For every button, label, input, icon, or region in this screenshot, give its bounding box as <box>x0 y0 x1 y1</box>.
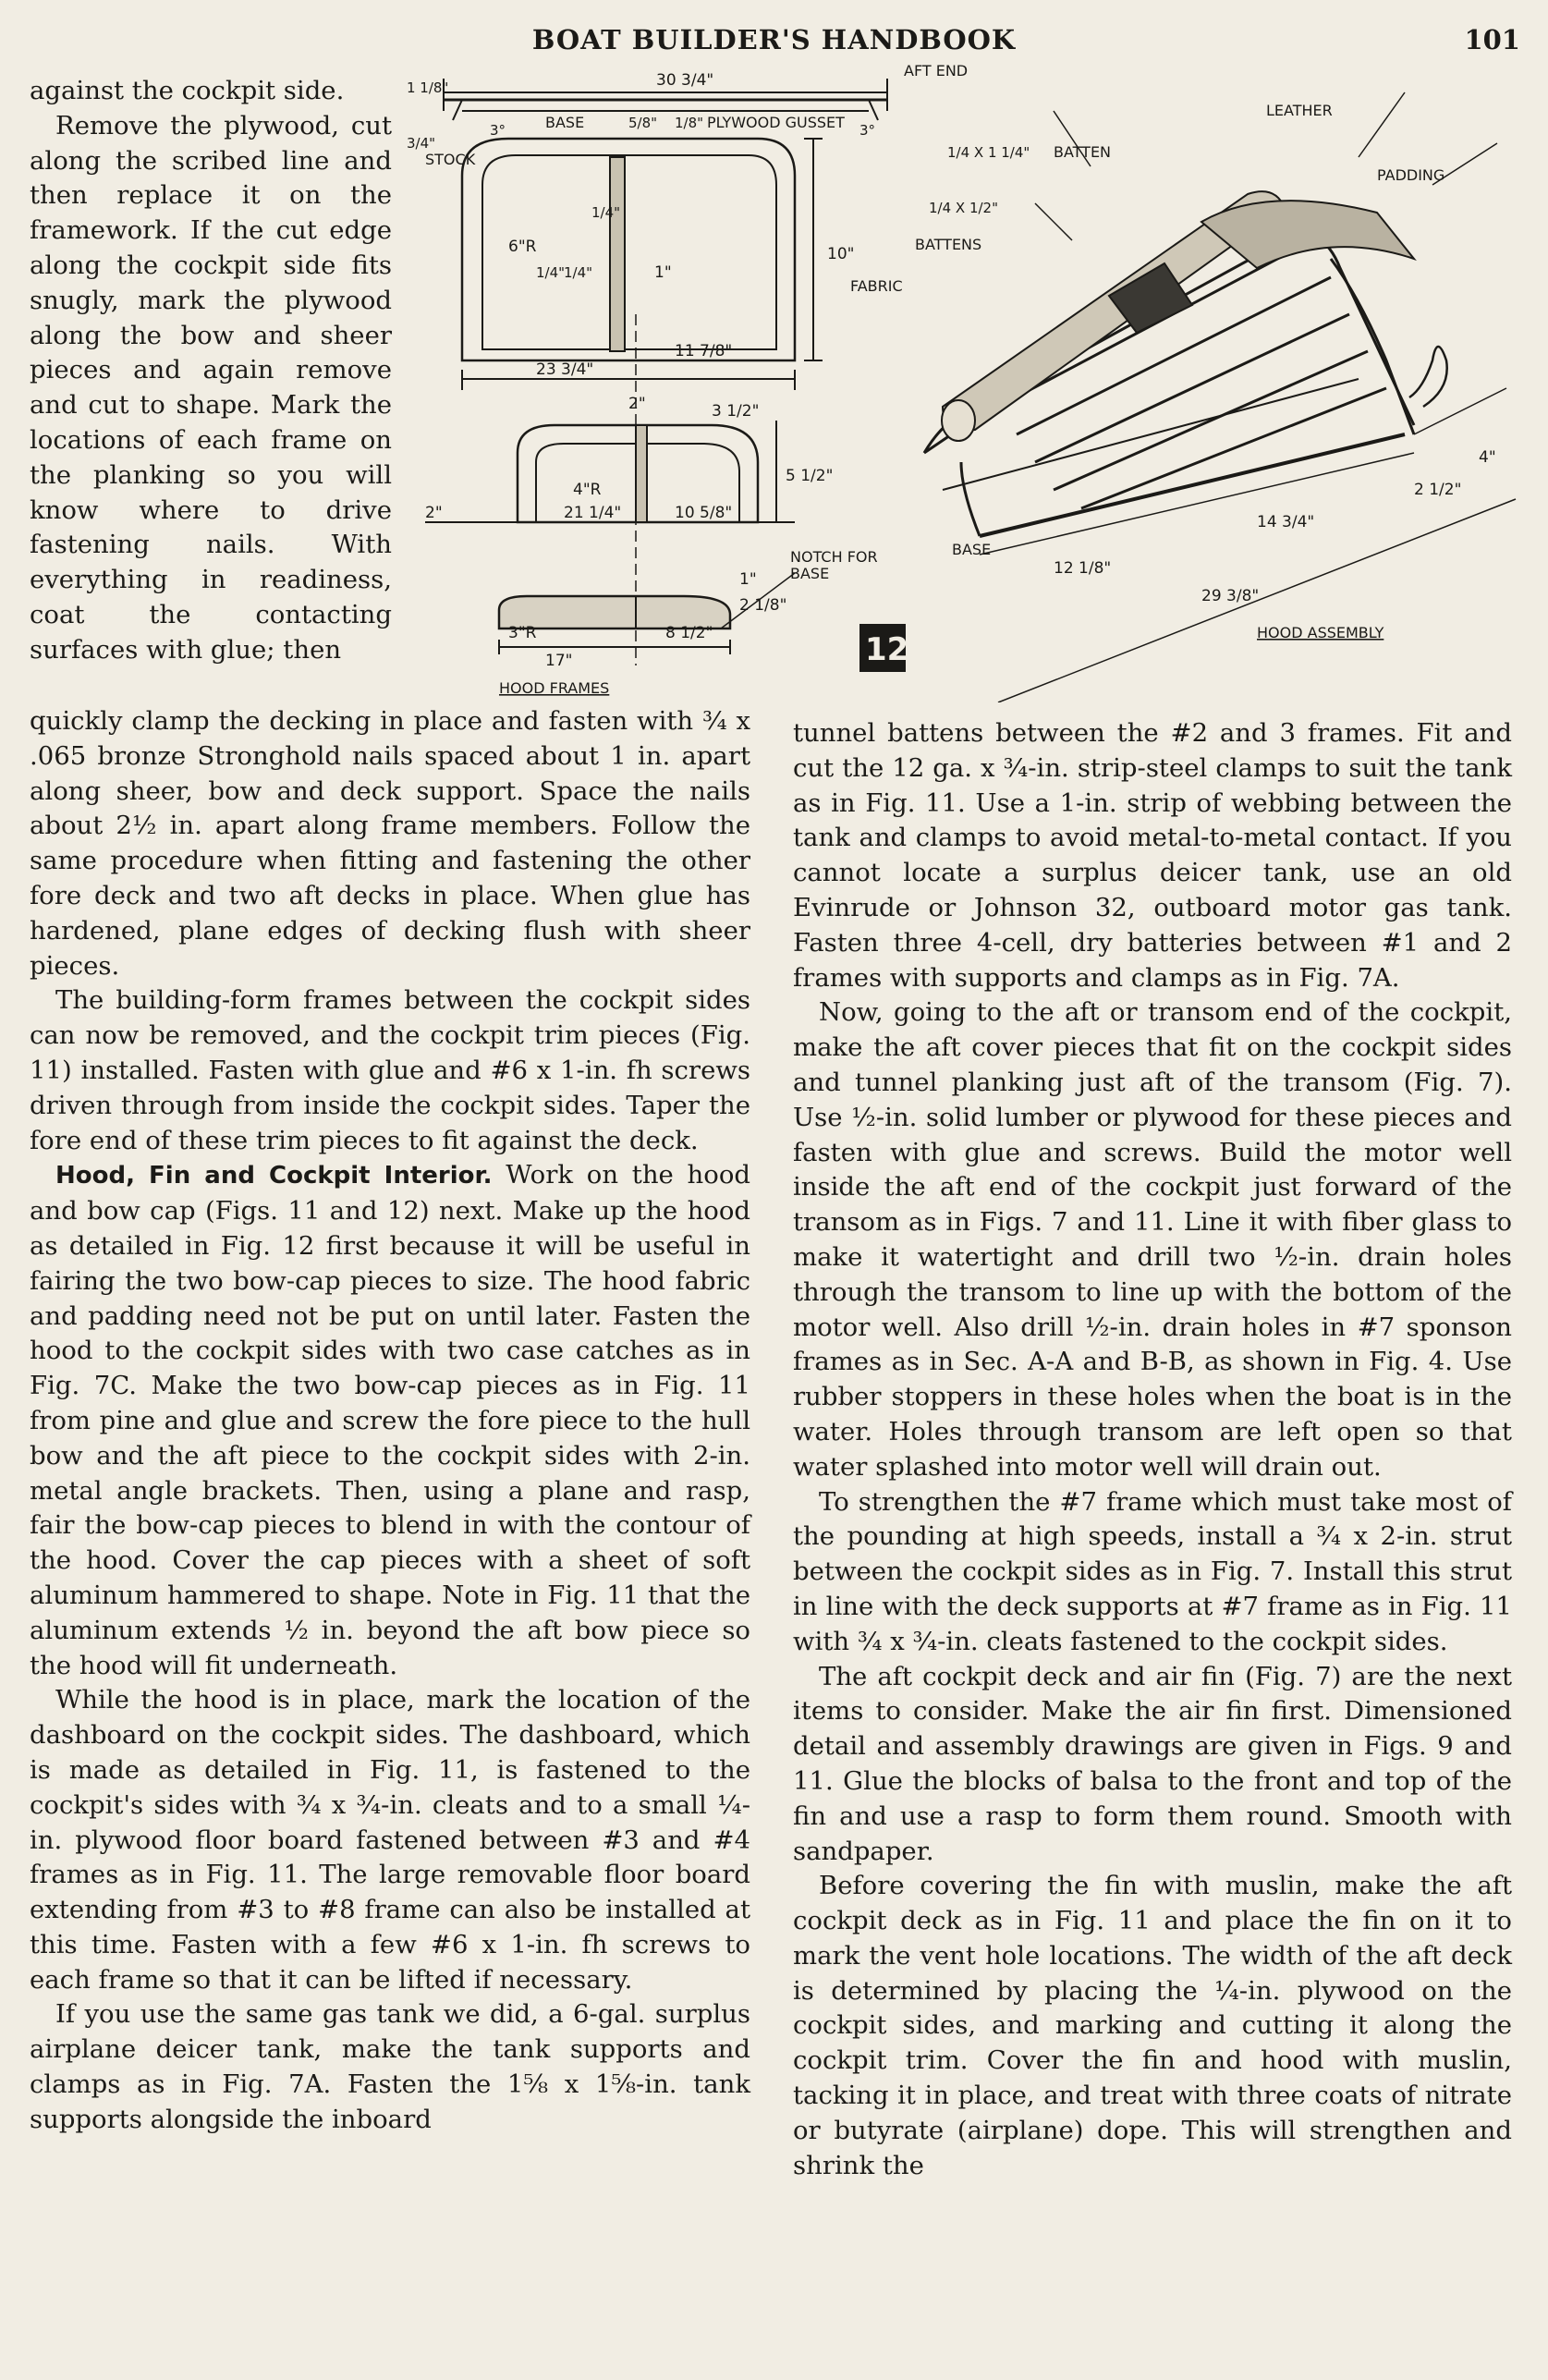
dim-11-7-8: 11 7/8" <box>675 342 733 360</box>
dim-3-4-stock: 3/4" <box>407 135 436 152</box>
right-paragraph-3: To strengthen the #7 frame which must take most of the pounding at high speeds, install a ¾ x 2-in. strut between the cockpit sides as in Fig. 7. Install this strut in line with the deck supports at #7 frame as in Fig. 11 with ¾ x ¾-in. cleats fastened to the cockpit sides. <box>793 1486 1512 1656</box>
left-paragraph-1: quickly clamp the decking in place and fasten with ¾ x .065 bronze Stronghold nails spaced about 1 in. apart along sheer, bow and deck support. Space the nails about 2½ in. apart along frame members. Follow the same procedure when fitting and fastening the other fore deck and two aft decks in place. When glue has hardened, plane edges of decking flush with sheer pieces. <box>30 706 750 981</box>
subhead-body: Work on the hood and bow cap (Figs. 11 and 12) next. Make up the hood as detailed in Fig. 12 first because it will be useful in fairing the two bow-cap pieces to size. The hood fabric and padding need not be put on until later. Fasten the hood to the cockpit sides with two case catches as in Fig. 7C. Make the two bow-cap pieces as in Fig. 11 from pine and glue and screw the fore piece to the hull bow and the aft piece to the cockpit sides with 2-in. metal angle brackets. Then, using a plane and rasp, fair the bow-cap pieces to blend in with the contour of the hood. Cover the cap pieces with a sheet of soft aluminum hammered to shape. Note in Fig. 11 that the aluminum extends ½ in. beyond the aft bow piece so the hood will fit underneath. <box>30 1160 750 1680</box>
dim-2: 2" <box>628 395 646 413</box>
dim-23-3-4: 23 3/4" <box>536 360 594 379</box>
dim-1-side: 1" <box>739 570 757 589</box>
label-aft-end: AFT END <box>904 62 969 79</box>
dim-1-1-8: 1 1/8" <box>407 79 449 96</box>
left-column <box>30 704 750 2138</box>
dim-3-1-2: 3 1/2" <box>712 402 760 421</box>
label-padding: PADDING <box>1377 166 1445 184</box>
dim-battens-size: 1/4 X 1/2" <box>929 200 998 216</box>
dim-2-1-8: 2 1/8" <box>739 596 787 615</box>
dim-3R: 3"R <box>508 624 537 642</box>
left-subhead-paragraph <box>30 1158 750 1683</box>
dim-1-8: 1/8" <box>675 115 704 131</box>
dim-5-1-2: 5 1/2" <box>786 467 834 485</box>
dim-10-5-8: 10 5/8" <box>675 504 733 522</box>
dim-8-1-2: 8 1/2" <box>665 624 713 642</box>
dim-14-3-4: 14 3/4" <box>1257 513 1315 531</box>
dim-30-3-4: 30 3/4" <box>656 71 714 90</box>
dim-3deg-b: 3° <box>859 122 876 139</box>
dim-29-3-8: 29 3/8" <box>1201 587 1260 605</box>
section-subhead: Hood, Fin and Cockpit Interior. <box>55 1162 493 1190</box>
intro-paragraph-1: against the cockpit side. <box>30 76 345 105</box>
dim-4R: 4"R <box>573 481 602 499</box>
dim-10: 10" <box>827 245 855 263</box>
intro-paragraph-2: Remove the plywood, cut along the scribed line and then replace it on the framework. If the cut edge along the cockpit side fits snugly, mark the plywood along the bow and sheer pieces and again remove and cut to shape. Mark the locations of each frame on the planking so you will know where to drive fastening nails. With everything in readiness, coat the contacting surfaces with glue; then <box>30 110 392 665</box>
dim-4: 4" <box>1479 448 1496 467</box>
caption-hood-assembly: HOOD ASSEMBLY <box>1257 624 1384 641</box>
label-base-assembly: BASE <box>952 541 992 558</box>
dim-21-1-4: 21 1/4" <box>564 504 622 522</box>
dim-batten-size: 1/4 X 1 1/4" <box>947 144 1030 161</box>
right-column <box>793 716 1512 2183</box>
label-batten: BATTEN <box>1054 143 1112 161</box>
dim-5-8: 5/8" <box>628 115 658 131</box>
figure-number: 12 <box>865 631 909 668</box>
right-paragraph-1: tunnel battens between the #2 and 3 frames. Fit and cut the 12 ga. x ¾-in. strip-steel clamps to suit the tank as in Fig. 11. Use a 1-in. strip of webbing between the tank and clamps to avoid metal-to-metal contact. If you cannot locate a surplus deicer tank, use an old Evinrude or Johnson 32, outboard motor gas tank. Fasten three 4-cell, dry batteries between #1 and 2 frames with supports and clamps as in Fig. 7A. <box>793 718 1512 993</box>
caption-hood-frames: HOOD FRAMES <box>499 679 610 697</box>
right-paragraph-5: Before covering the fin with muslin, make the aft cockpit deck as in Fig. 11 and place the fin on it to mark the vent hole locations. The width of the aft deck is determined by placing the ¼-in. plywood on the cockpit sides, and marking and cutting it along the cockpit trim. Cover the fin and hood with muslin, tacking it in place, and treat with three coats of nitrate or butyrate (airplane) dope. This will strengthen and shrink the <box>793 1871 1512 2180</box>
left-paragraph-2: The building-form frames between the cockpit sides can now be removed, and the cockpit trim pieces (Fig. 11) installed. Fasten with glue and #6 x 1-in. fh screws driven through from inside the cockpit sides. Taper the fore end of these trim pieces to fit against the deck. <box>30 985 750 1155</box>
label-stock: STOCK <box>425 151 476 168</box>
dim-2-1-2: 2 1/2" <box>1414 481 1462 499</box>
dim-17: 17" <box>545 652 573 670</box>
dim-1: 1" <box>654 263 672 282</box>
hood-drawing <box>407 55 1530 702</box>
intro-text <box>30 74 392 668</box>
left-paragraph-4: If you use the same gas tank we did, a 6-gal. surplus airplane deicer tank, make the tank supports and clamps as in Fig. 7A. Fasten the 1⅝ x 1⅝-in. tank supports alongside the inboard <box>30 1999 750 2134</box>
dim-1-4-c: 1/4" <box>591 204 621 221</box>
page-number: 101 <box>1464 24 1520 55</box>
dim-1-4-b: 1/4" <box>564 264 593 281</box>
figure-12 <box>407 55 1530 702</box>
dim-3deg-a: 3° <box>490 122 506 139</box>
left-paragraph-3: While the hood is in place, mark the location of the dashboard on the cockpit sides. The dashboard, which is made as detailed in Fig. 11, is fastened to the cockpit's sides with ¾ x ¾-in. cleats and to a small ¼-in. plywood floor board fastened between #3 and #4 frames as in Fig. 11. The large removable floor board extending from #3 to #8 frame can also be installed at this time. Fasten with a few #6 x 1-in. fh screws to each frame so that it can be lifted if necessary. <box>30 1685 750 1995</box>
label-plywood-gusset: PLYWOOD GUSSET <box>707 114 845 131</box>
dim-2-in: 2" <box>425 504 443 522</box>
label-notch-line2: BASE <box>790 565 830 582</box>
right-paragraph-2: Now, going to the aft or transom end of the cockpit, make the aft cover pieces that fit on the cockpit sides and tunnel planking just aft of the transom (Fig. 7). Use ½-in. solid lumber or plywood for these pieces and fasten with glue and screws. Build the motor well inside the aft end of the cockpit just forward of the transom as in Figs. 7 and 11. Line it with fiber glass to make it watertight and drill two ½-in. drain holes through the transom to line up with the bottom of the motor well. Also drill ½-in. drain holes in #7 sponson frames as in Sec. A-A and B-B, as shown in Fig. 4. Use rubber stoppers in these holes when the boat is in the water. Holes through transom are left open so that water splashed into motor well will drain out. <box>793 997 1512 1482</box>
label-notch-line1: NOTCH FOR <box>790 548 878 566</box>
label-battens: BATTENS <box>915 236 982 253</box>
dim-12-1-8: 12 1/8" <box>1054 559 1112 578</box>
dim-6R: 6"R <box>508 238 537 256</box>
right-paragraph-4: The aft cockpit deck and air fin (Fig. 7) are the next items to consider. Make the air fin first. Dimensioned detail and assembly drawings are given in Figs. 9 and 11. Glue the blocks of balsa to the front and top of the fin and use a rasp to form them round. Smooth with sandpaper. <box>793 1661 1512 1866</box>
dim-1-4-a: 1/4" <box>536 264 566 281</box>
label-leather: LEATHER <box>1266 102 1333 119</box>
running-head: BOAT BUILDER'S HANDBOOK <box>531 24 1017 55</box>
label-fabric: FABRIC <box>850 277 903 295</box>
label-base-top: BASE <box>545 114 585 131</box>
